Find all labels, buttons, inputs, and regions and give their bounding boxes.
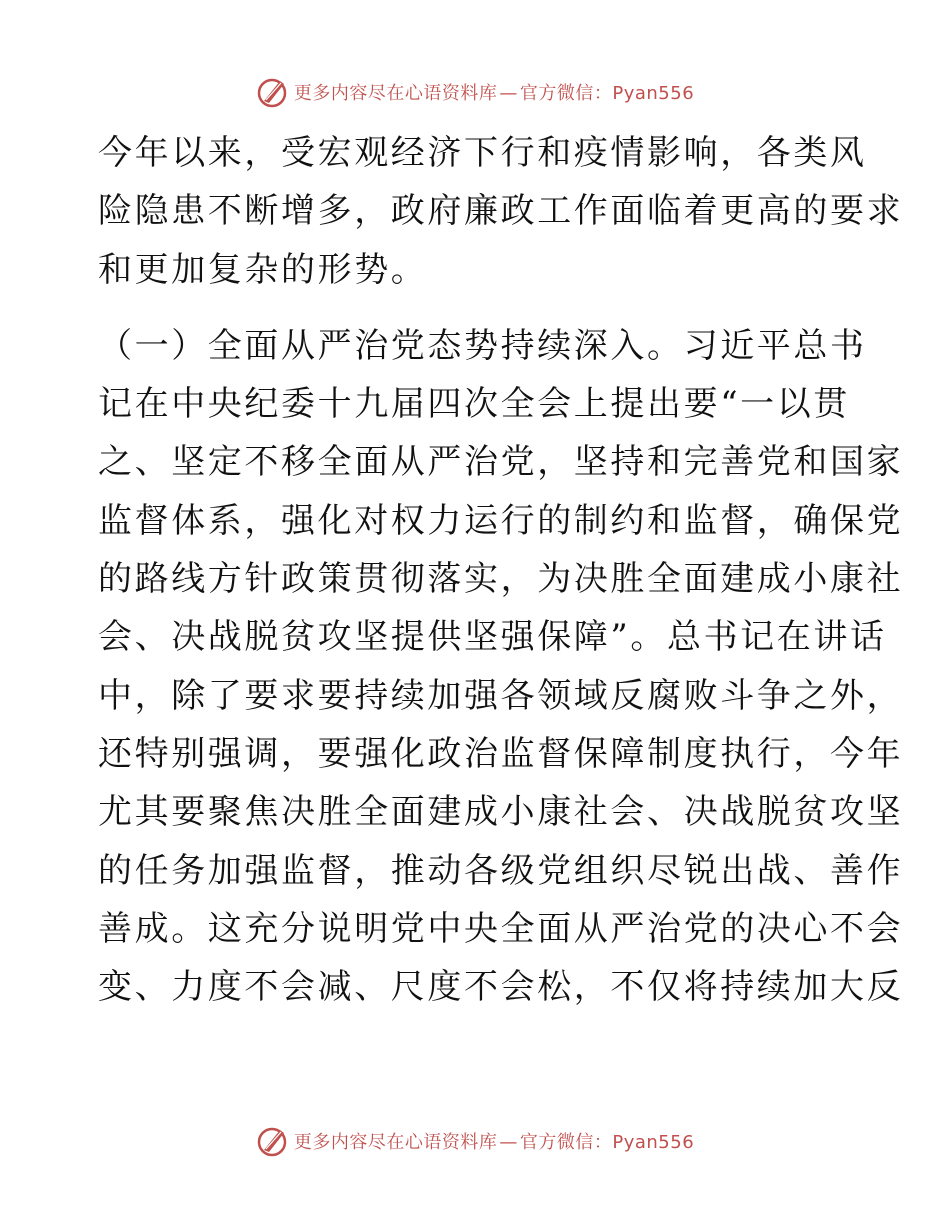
watermark-slogan: 更多内容尽在心语资料库 [293, 83, 498, 104]
text-line: 变、力度不会减、尺度不会松，不仅将持续加大反 [98, 967, 904, 1008]
text-line: 监督体系，强化对权力运行的制约和监督，确保党 [98, 500, 904, 541]
text-line: 的路线方针政策贯彻落实，为决胜全面建成小康社 [98, 559, 904, 600]
quill-logo-icon [256, 75, 290, 109]
watermark-separator: — [499, 1132, 518, 1153]
text-line: 尤其要聚焦决胜全面建成小康社会、决战脱贫攻坚 [98, 792, 904, 833]
document-body [98, 120, 904, 1016]
watermark-wechat-label: 官方微信： [519, 1132, 613, 1153]
watermark-text [294, 79, 694, 105]
watermark-separator: — [499, 83, 518, 104]
paragraph-section-1 [98, 317, 904, 1017]
text-line: 还特别强调，要强化政治监督保障制度执行，今年 [98, 733, 904, 774]
footer-watermark [0, 1121, 950, 1161]
watermark-slogan: 更多内容尽在心语资料库 [293, 1132, 498, 1153]
text-line: 今年以来，受宏观经济下行和疫情影响，各类风 [98, 133, 867, 173]
text-line: 险隐患不断增多，政府廉政工作面临着更高的要求 [98, 191, 904, 232]
paragraph-intro [98, 120, 904, 299]
quill-logo-icon [256, 1124, 290, 1158]
text-line: 中，除了要求要持续加强各领域反腐败斗争之外， [98, 675, 904, 716]
watermark-text [294, 1128, 694, 1154]
text-line: 会、决战脱贫攻坚提供坚强保障”。总书记在讲话 [98, 617, 887, 658]
text-line: （一）全面从严治党态势持续深入。习近平总书 [98, 325, 867, 366]
text-line: 和更加复杂的形势。 [98, 249, 428, 290]
text-line: 记在中央纪委十九届四次全会上提出要“一以贯 [98, 384, 850, 425]
text-line: 善成。这充分说明党中央全面从严治党的决心不会 [98, 908, 904, 949]
watermark-wechat-id: Pyan556 [612, 83, 695, 104]
watermark-wechat-id: Pyan556 [612, 1132, 695, 1153]
text-line: 的任务加强监督，推动各级党组织尽锐出战、善作 [98, 850, 904, 891]
watermark-wechat-label: 官方微信： [519, 83, 613, 104]
header-watermark [0, 72, 950, 112]
text-line: 之、坚定不移全面从严治党，坚持和完善党和国家 [98, 442, 904, 483]
